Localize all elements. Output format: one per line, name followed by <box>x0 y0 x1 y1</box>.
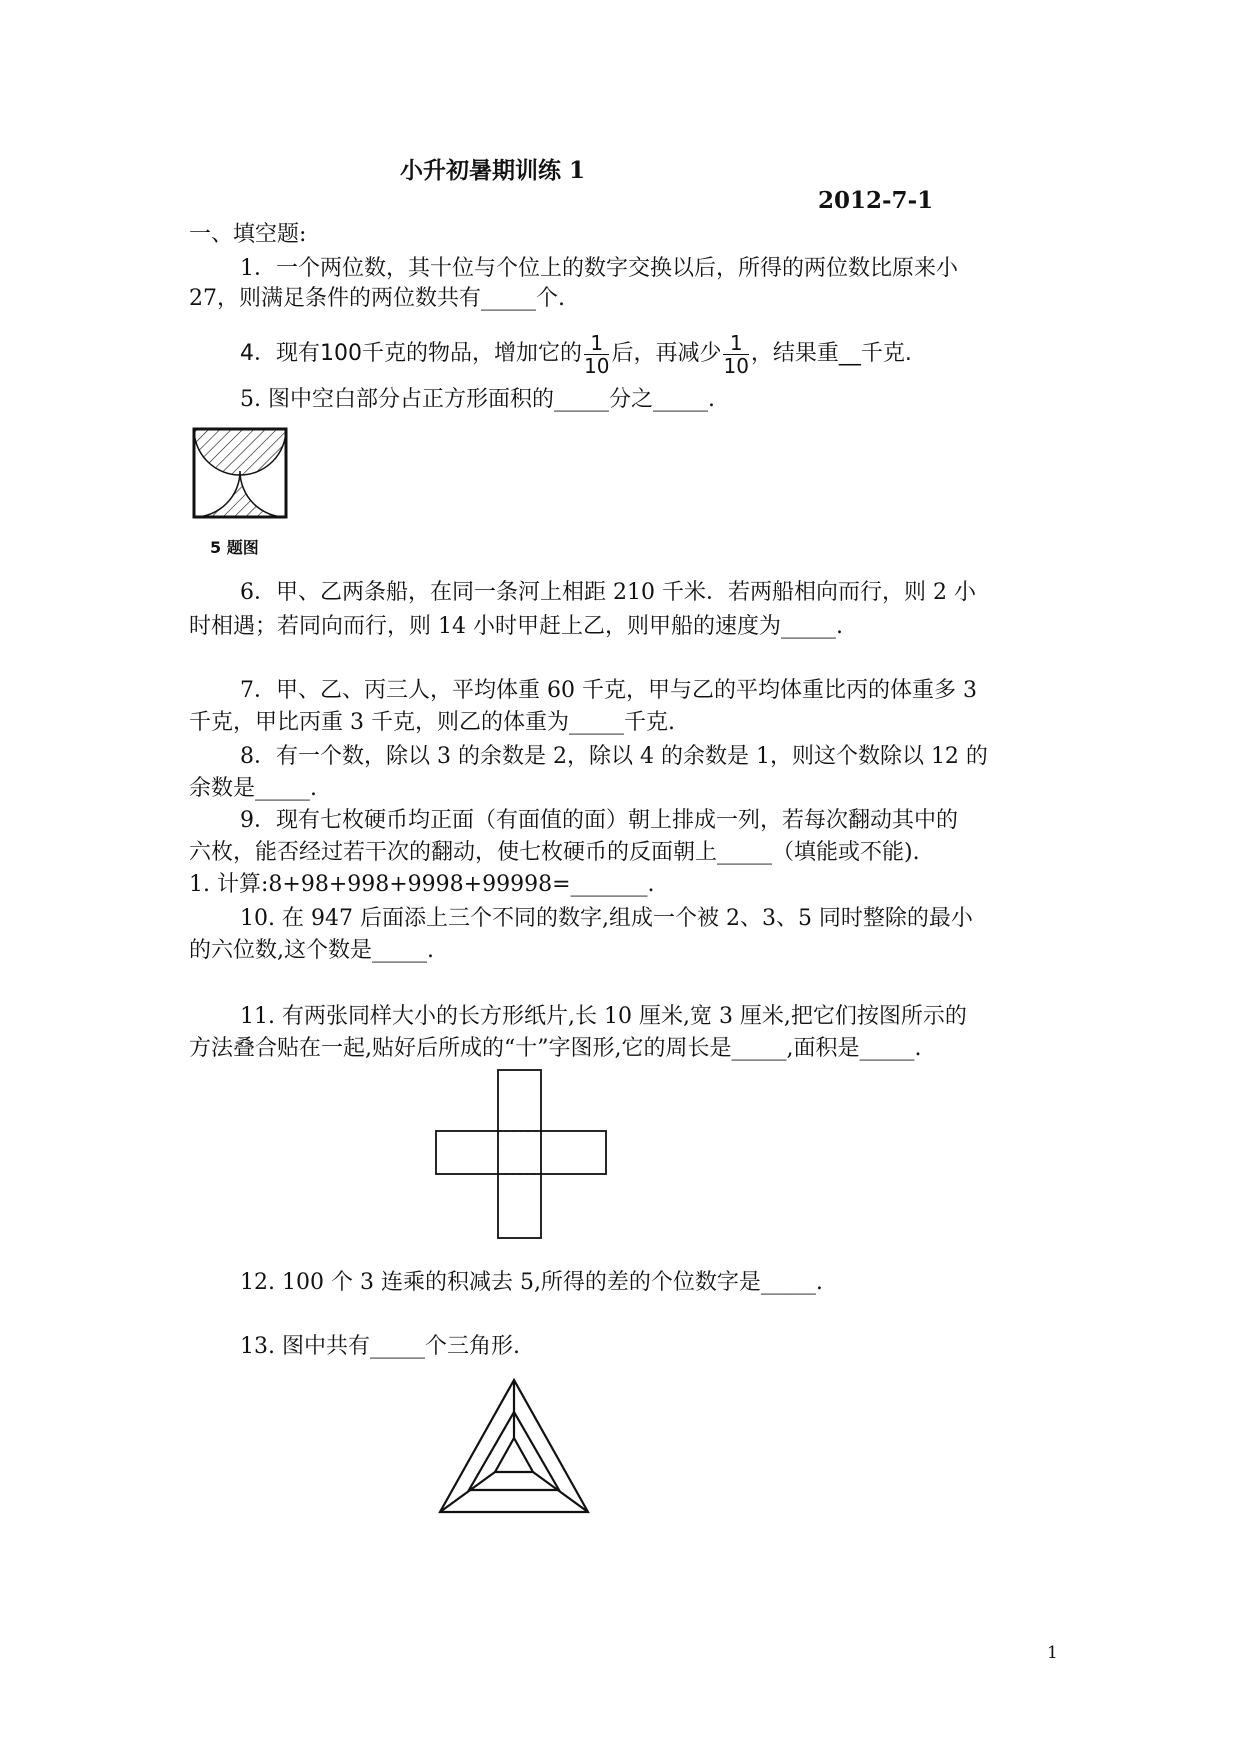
question-4-part-1: 4．现有100千克的物品，增加它的 <box>240 341 582 366</box>
question-7-line-2: 千克，甲比丙重 3 千克，则乙的体重为_____千克. <box>189 710 675 735</box>
question-10-line-2: 的六位数,这个数是_____. <box>189 938 434 963</box>
question-1-line-1: 1．一个两位数，其十位与个位上的数字交换以后，所得的两位数比原来小 <box>240 256 958 281</box>
fraction-one-tenth <box>584 332 609 377</box>
question-6-line-2: 时相遇；若同向而行，则 14 小时甲赶上乙，则甲船的速度为_____. <box>189 614 843 639</box>
question-4 <box>240 328 912 380</box>
question-13: 13. 图中共有_____个三角形. <box>240 1334 520 1359</box>
question-4-part-3: ，结果重__千克. <box>750 341 912 366</box>
question-6-line-1: 6．甲、乙两条船，在同一条河上相距 210 千米．若两船相向而行，则 2 小 <box>240 580 976 605</box>
question-13-triangle-figure <box>436 1376 592 1516</box>
fraction-numerator: 1 <box>584 332 609 355</box>
question-5-figure <box>190 425 290 521</box>
document-date: 2012-7-1 <box>818 187 934 214</box>
question-5: 5. 图中空白部分占正方形面积的_____分之_____. <box>240 387 715 412</box>
question-10-line-1: 10. 在 947 后面添上三个不同的数字,组成一个被 2、3、5 同时整除的最小 <box>240 906 973 931</box>
question-12: 12. 100 个 3 连乘的积减去 5,所得的差的个位数字是_____. <box>240 1270 823 1295</box>
fraction-denominator: 10 <box>723 353 749 378</box>
question-8-line-1: 8．有一个数，除以 3 的余数是 2，除以 4 的余数是 1，则这个数除以 12 的 <box>240 744 988 769</box>
question-11-cross-figure <box>436 1070 608 1240</box>
question-1-line-2: 27，则满足条件的两位数共有_____个. <box>189 286 565 311</box>
question-11-line-2: 方法叠合贴在一起,贴好后所成的“十”字图形,它的周长是_____,面积是_____. <box>189 1036 922 1061</box>
question-8-line-2: 余数是_____. <box>189 776 317 801</box>
question-5-caption: 5 题图 <box>210 538 259 557</box>
question-9-line-2: 六枚，能否经过若干次的翻动，使七枚硬币的反面朝上_____（填能或不能). <box>189 840 920 865</box>
question-4-part-2: 后，再减少 <box>611 341 722 366</box>
fraction-one-tenth-2 <box>723 332 748 377</box>
question-7-line-1: 7．甲、乙、丙三人，平均体重 60 千克，甲与乙的平均体重比丙的体重多 3 <box>240 678 977 703</box>
fraction-denominator: 10 <box>584 353 610 378</box>
fraction-numerator: 1 <box>723 332 748 355</box>
page-number: 1 <box>1047 1643 1058 1663</box>
calculation-question: 1. 计算:8+98+998+9998+99998=_______. <box>189 872 655 897</box>
question-11-line-1: 11. 有两张同样大小的长方形纸片,长 10 厘米,宽 3 厘米,把它们按图所示的 <box>240 1004 967 1029</box>
page-title: 小升初暑期训练 1 <box>400 157 586 184</box>
section-heading: 一、填空题: <box>189 222 307 247</box>
question-9-line-1: 9．现有七枚硬币均正面（有面值的面）朝上排成一列，若每次翻动其中的 <box>240 808 958 833</box>
